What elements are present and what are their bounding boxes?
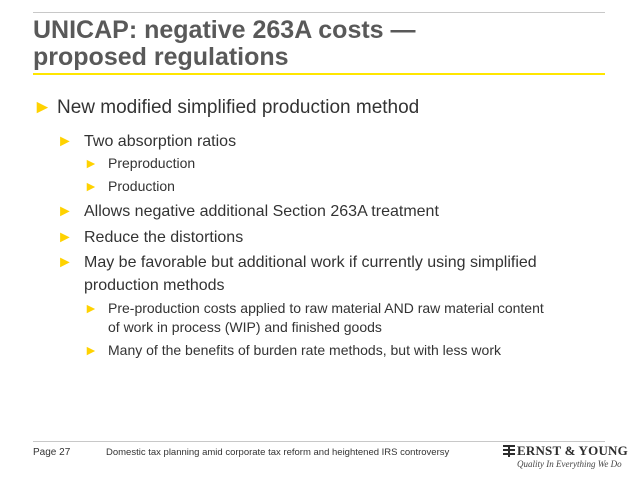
bullet-arrow-icon: ► (84, 342, 98, 358)
bullet-text-line-1: May be favorable but additional work if currently using simplified (84, 254, 537, 271)
bullet-arrow-icon: ► (57, 133, 73, 150)
bullet-arrow-icon: ► (84, 300, 98, 316)
bullet-text: Production (108, 178, 175, 194)
bullet-text: New modified simplified production method (57, 97, 420, 118)
page-number: Page 27 (33, 447, 71, 458)
title-underline (33, 73, 605, 75)
bullet-arrow-icon: ► (57, 254, 73, 271)
bullet-arrow-icon: ► (84, 178, 98, 194)
bullet-text-line-2: production methods (84, 277, 225, 294)
bullet-text-line-1: Pre-production costs applied to raw material AND raw material content (108, 300, 544, 316)
bullet-level3 (108, 299, 544, 337)
bullet-text: Two absorption ratios (84, 133, 237, 150)
bullet-text: Many of the benefits of burden rate methods, but with less work (108, 342, 501, 358)
footer-title: Domestic tax planning amid corporate tax reform and heightened IRS controversy (106, 447, 450, 458)
top-rule (33, 12, 605, 13)
ey-mark-icon (503, 445, 515, 457)
bullet-text-line-2: of work in process (WIP) and finished goods (108, 319, 382, 335)
bullet-arrow-icon: ► (57, 229, 73, 246)
bullet-level3 (108, 341, 501, 360)
bullet-text: Reduce the distortions (84, 229, 244, 246)
bullet-level1 (57, 97, 419, 119)
bullet-text: Preproduction (108, 155, 196, 171)
slide-title (33, 17, 608, 71)
bullet-text: Allows negative additional Section 263A treatment (84, 203, 439, 220)
logo-tagline: Quality In Everything We Do (517, 459, 622, 469)
bullet-level2 (84, 251, 537, 297)
logo-name: ERNST & YOUNG (517, 443, 628, 458)
bullet-level2 (84, 130, 236, 153)
bullet-level2 (84, 200, 439, 223)
bullet-arrow-icon: ► (33, 97, 52, 118)
slide-title-line-1: UNICAP: negative 263A costs — (33, 16, 416, 44)
bullet-level3 (108, 177, 175, 196)
ernst-young-logo (503, 443, 628, 473)
bullet-level3 (108, 154, 195, 173)
bullet-level2 (84, 226, 243, 249)
bullet-arrow-icon: ► (84, 155, 98, 171)
footer-rule (33, 441, 605, 442)
bullet-arrow-icon: ► (57, 203, 73, 220)
slide-title-line-2: proposed regulations (33, 43, 289, 71)
